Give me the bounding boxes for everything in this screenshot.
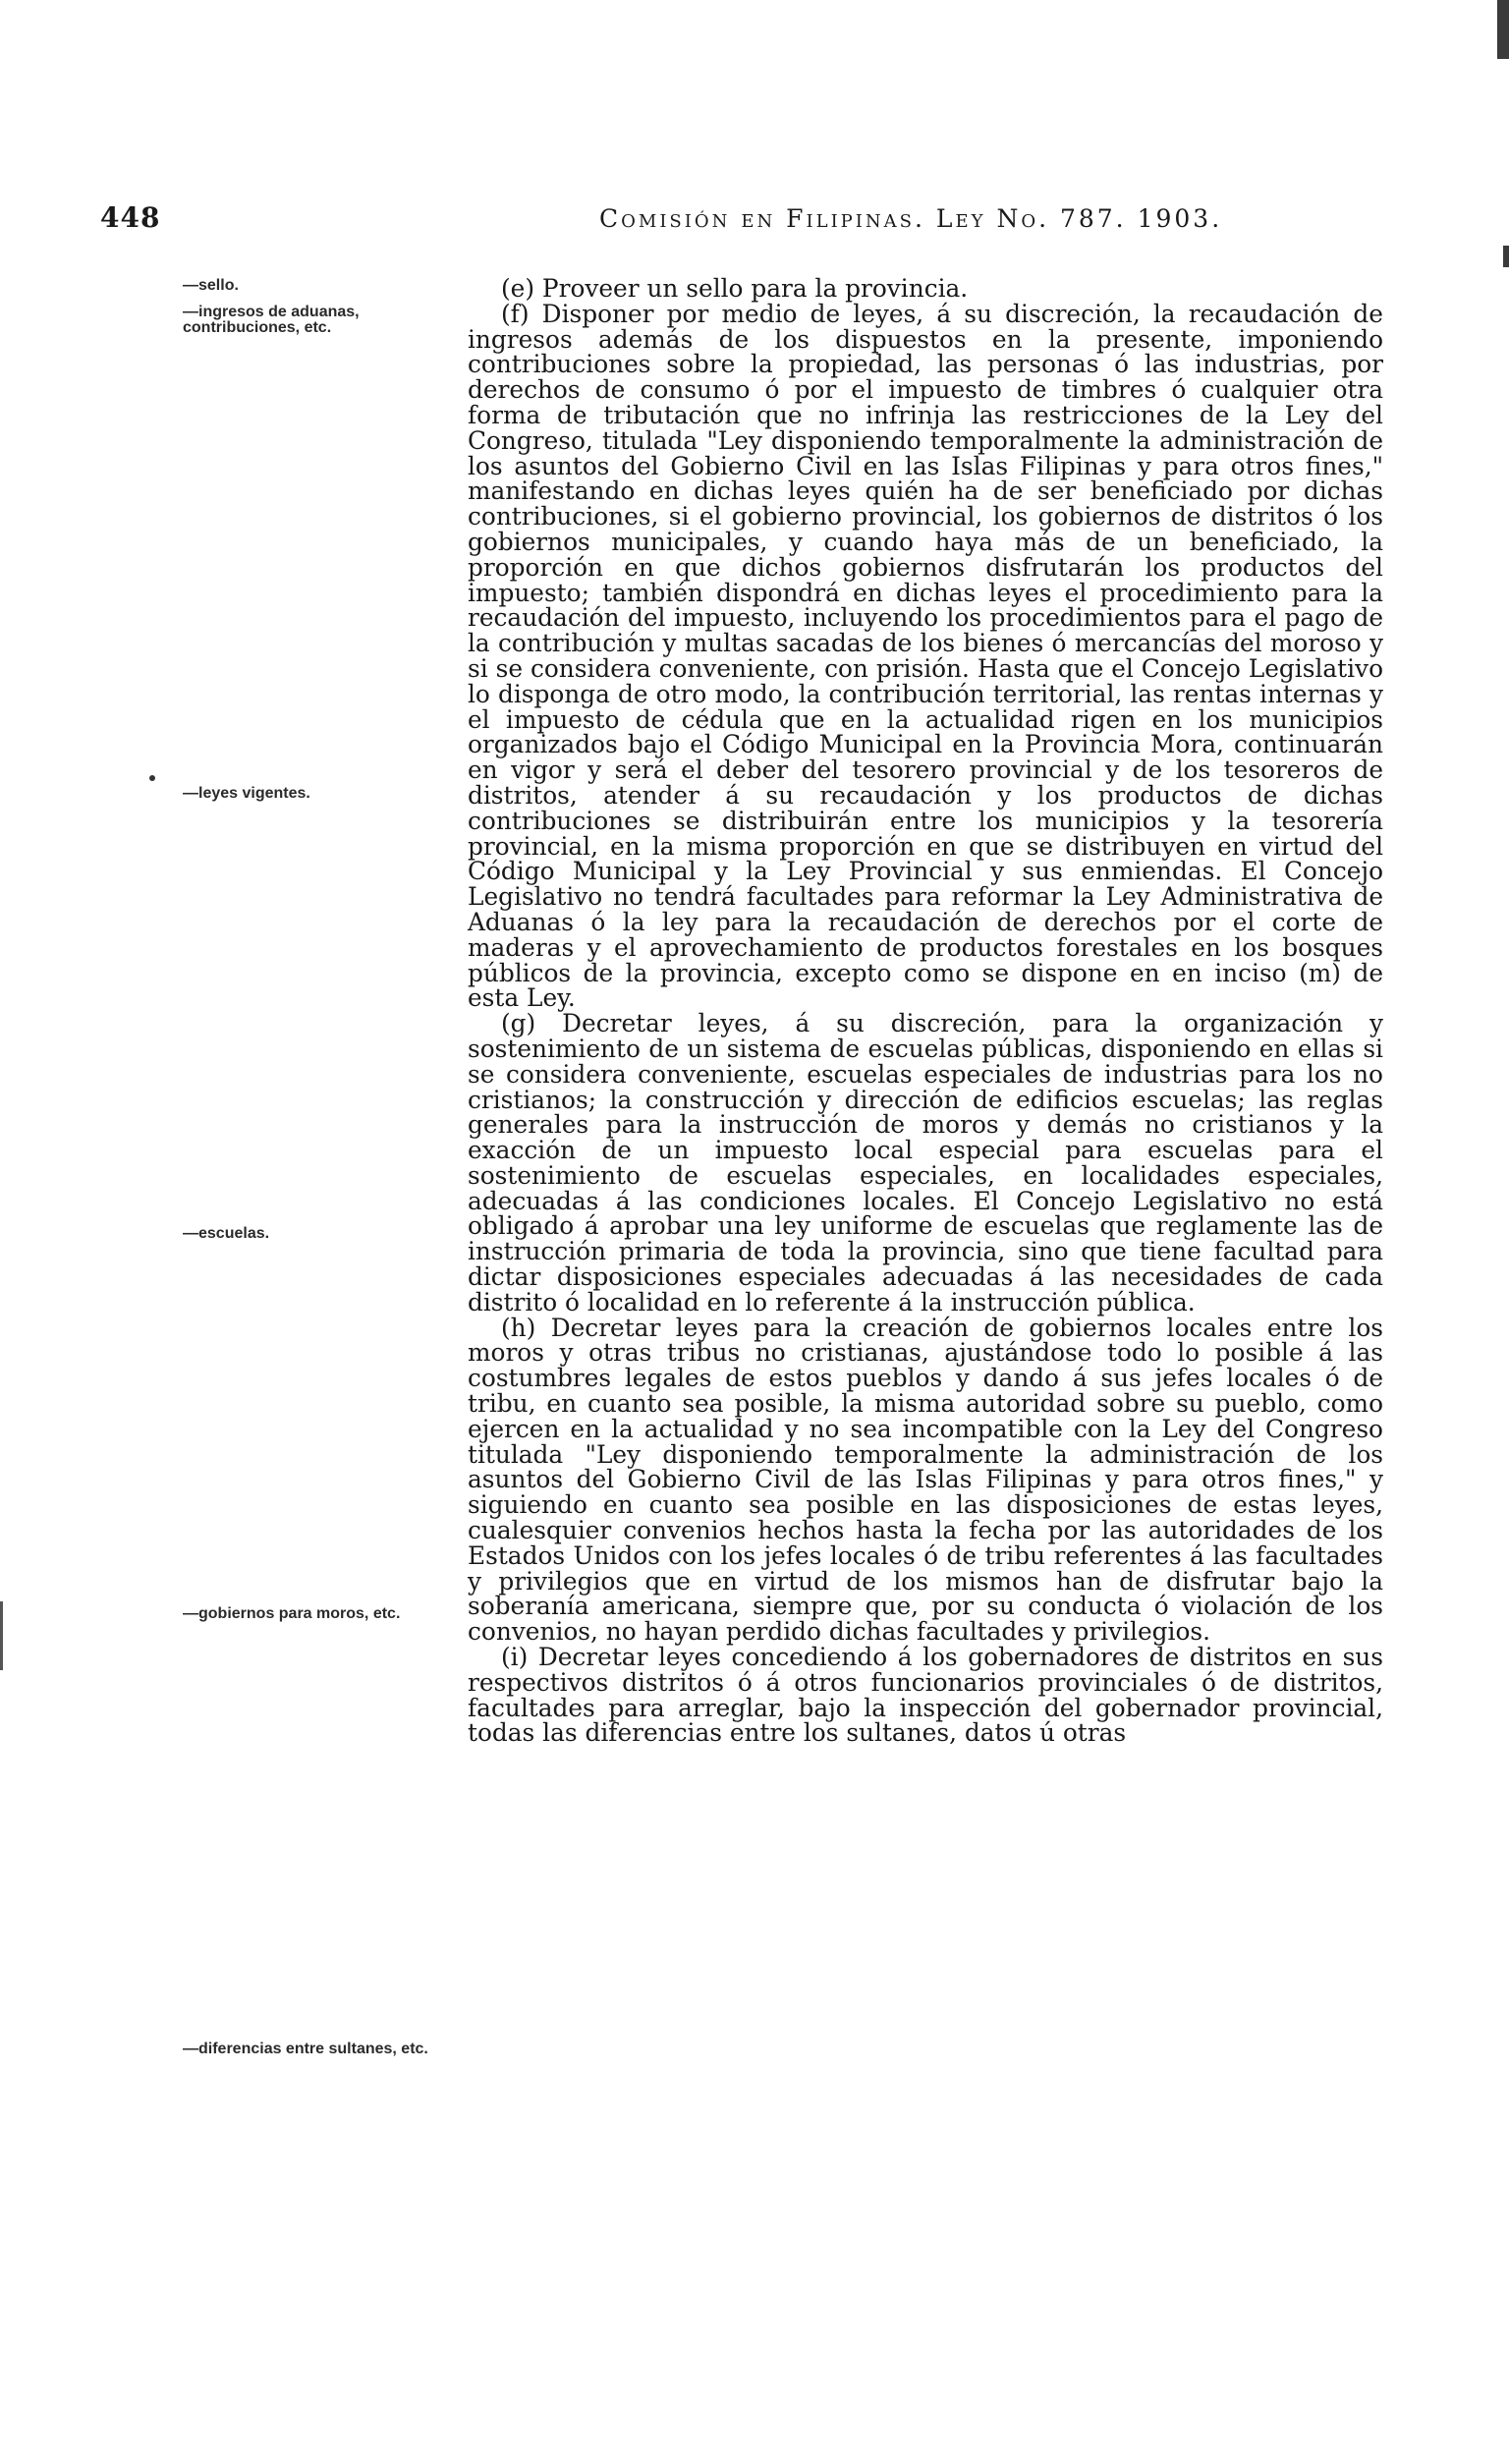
running-head: Comisión en Filipinas. Ley No. 787. 1903. bbox=[599, 204, 1223, 233]
margin-note-leyes-vigentes: —leyes vigentes. bbox=[183, 785, 310, 802]
body-text bbox=[468, 276, 1383, 1746]
paragraph-i: (i) Decretar leyes concediendo á los gobernadores de distritos en sus respectivos distritos ó á otros funcionarios provinciales ó de distritos, facultades para arreglar, bajo la inspección del gobernador provincial, todas las diferencias entre los sultanes, datos ú otras bbox=[468, 1643, 1383, 1748]
paragraph-f: (f) Disponer por medio de leyes, á su discreción, la recaudación de ingresos además de los dispuestos en la presente, imponiendo contribuciones sobre la propiedad, las personas ó las industrias, por derechos de consumo ó por el impuesto de timbres ó cualquier otra forma de tributación que no infrinja las restricciones de la Ley del Congreso, titulada "Ley disponiendo temporalmente la administración de los asuntos del Gobierno Civil en las Islas Filipinas y para otros fines," manifestando en dichas leyes quién ha de ser beneficiado por dichas contribuciones, si el gobierno provincial, los gobiernos de distritos ó los gobiernos municipales, y cuando haya más de un beneficiado, la proporción en que dichos gobiernos disfrutarán los productos del impuesto; también dispondrá en dichas leyes el procedimiento para la recaudación del impuesto, incluyendo los procedimientos para el pago de la contribución y multas sacadas de los bienes ó mercancías del moroso y si se considera conveniente, con prisión. Hasta que el Concejo Legislativo lo disponga de otro modo, la contribución territorial, las rentas internas y el impuesto de cédula que en la actualidad rigen en los municipios organizados bajo el Código Municipal en la Provincia Mora, continuarán en vigor y será el deber del tesorero provincial y de los tesoreros de distritos, atender á su recaudación y los productos de dichas contribuciones se distribuirán entre los municipios y la tesorería provincial, en la misma proporción en que se distribuyen en virtud del Código Municipal y la Ley Provincial y sus enmiendas. El Concejo Legislativo no tendrá facultades para reformar la Ley Administrativa de Aduanas ó la ley para la recaudación de derechos por el corte de maderas y el aprovechamiento de productos forestales en los bosques públicos de la provincia, excepto como se dispone en en inciso (m) de esta Ley. bbox=[468, 299, 1383, 1013]
margin-note-ingresos: —ingresos de aduanas, contribuciones, etc. bbox=[183, 304, 360, 336]
paragraph-h: (h) Decretar leyes para la creación de gobiernos locales entre los moros y otras tribus no cristianas, ajustándose todo lo posible á las costumbres legales de estos pueblos y dando á sus jefes locales ó de tribu, en cuanto sea posible, la misma autoridad sobre su pueblo, como ejercen en la actualidad y no sea incompatible con la Ley del Congreso titulada "Ley disponiendo temporalmente la administración de los asuntos del Gobierno Civil de las Islas Filipinas y para otros fines," y siguiendo en cuanto sea posible en las disposiciones de estas leyes, cualesquier convenios hechos hasta la fecha por las autoridades de los Estados Unidos con los jefes locales ó de tribu referentes á las facultades y privilegios que en virtud de los mismos han de disfrutar bajo la soberanía americana, siempre que, por su conducta ó violación de los convenios, no hayan perdido dichas facultades y privilegios. bbox=[468, 1313, 1383, 1647]
margin-note-diferencias-sultanes: —diferencias entre sultanes, etc. bbox=[183, 2041, 428, 2057]
margin-note-gobiernos-moros: —gobiernos para moros, etc. bbox=[183, 1605, 401, 1622]
scan-speck bbox=[149, 775, 155, 781]
scan-left-edge-mark bbox=[0, 1601, 3, 1670]
paragraph-e: (e) Proveer un sello para la provincia. bbox=[501, 274, 969, 303]
scan-edge-shadow-lower bbox=[1503, 246, 1509, 267]
scan-edge-shadow bbox=[1497, 0, 1509, 59]
paragraph-g: (g) Decretar leyes, á su discreción, para la organización y sostenimiento de un sistema de escuelas públicas, disponiendo en ellas si se considera conveniente, escuelas especiales de industrias para los no cristianos; la construcción y dirección de edificios escuelas; las reglas generales para la instrucción de moros y demás no cristianos y la exacción de un impuesto local especial para escuelas para el sostenimiento de escuelas especiales, en localidades especiales, adecuadas á las condiciones locales. El Concejo Legislativo no está obligado á aprobar una ley uniforme de escuelas que reglamente las de instrucción primaria de toda la provincia, sino que tiene facultad para dictar disposiciones especiales adecuadas á las necesidades de cada distrito ó localidad en lo referente á la instrucción pública. bbox=[468, 1009, 1383, 1316]
margin-note-sello: —sello. bbox=[183, 277, 239, 294]
margin-note-escuelas: —escuelas. bbox=[183, 1225, 270, 1242]
page-number: 448 bbox=[100, 201, 161, 234]
